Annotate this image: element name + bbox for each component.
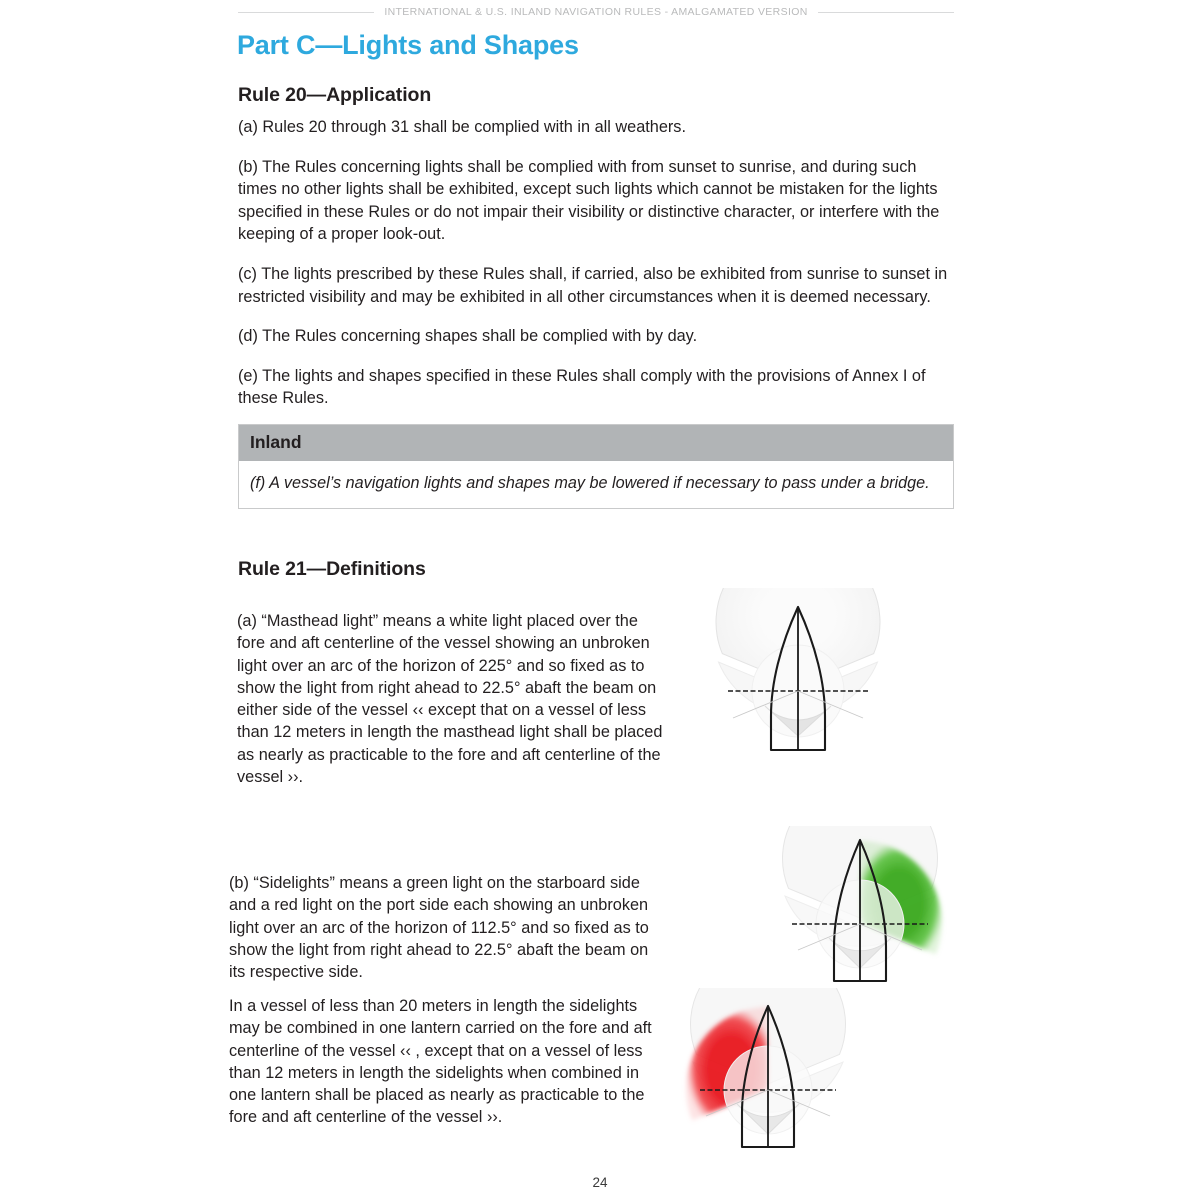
rule-20-heading: Rule 20—Application — [238, 84, 432, 106]
rule-21-paragraph-b-block — [229, 872, 661, 983]
rule-20-paragraph-c: (c) The lights prescribed by these Rules shall, if carried, also be exhibited from sunrise to sunset in restricted visibility and may be exhibited in all other circumstances when it is deemed necessary. — [238, 264, 948, 306]
page-number: 24 — [592, 1175, 608, 1190]
rule-20-paragraph-b: (b) The Rules concerning lights shall be complied with from sunset to sunrise, and during such times no other lights shall be exhibited, except such lights which cannot be mistaken for the lights specified in these Rules or do not impair their visibility or distinctive character, or interfere with the keeping of a proper look-out. — [238, 157, 940, 244]
figure-port-sidelight — [668, 988, 858, 1183]
figure-masthead-light — [703, 588, 893, 793]
rule-21-paragraph-b2: In a vessel of less than 20 meters in length the sidelights may be combined in one lantern carried on the fore and aft centerline of the vessel ‹‹ , except that on a vessel of less than 12 meters in length the sidelights when combined in one lantern shall be placed as nearly as practicable to the fore and aft centerline of the vessel ››. — [229, 997, 652, 1127]
page-running-header — [238, 0, 954, 24]
figure-starboard-sidelight — [772, 826, 952, 1011]
rule-20-paragraph-e: (e) The lights and shapes specified in these Rules shall comply with the provisions of Annex I of these Rules. — [238, 366, 926, 408]
rule-21-section — [238, 558, 426, 590]
inland-callout-label: Inland — [239, 425, 953, 461]
part-title: Part C—Lights and Shapes — [237, 30, 579, 60]
rule-21-paragraph-b2-block — [229, 995, 665, 1129]
inland-callout-box — [238, 424, 954, 509]
header-rule-right — [818, 12, 954, 13]
running-title: INTERNATIONAL & U.S. INLAND NAVIGATION RULES - AMALGAMATED VERSION — [384, 6, 808, 18]
rule-21-heading: Rule 21—Definitions — [238, 558, 426, 580]
rule-21-paragraph-a: (a) “Masthead light” means a white light placed over the fore and aft centerline of the vessel showing an unbroken light over an arc of the horizon of 225° and so fixed as to show the light from right ahead to 22.5° abaft the beam on either side of the vessel ‹‹ except that on a vessel of less than 12 meters in length the masthead light shall be placed as nearly as practicable to the fore and aft centerline of the vessel ››. — [237, 612, 663, 787]
rule-20-paragraph-a: (a) Rules 20 through 31 shall be complied with in all weathers. — [238, 118, 686, 136]
rule-21-paragraph-a-block — [237, 610, 669, 788]
header-rule-left — [238, 12, 374, 13]
rule-21-paragraph-b: (b) “Sidelights” means a green light on the starboard side and a red light on the port side each showing an unbroken light over an arc of the horizon of 112.5° and so fixed as to show the light from right ahead to 22.5° abaft the beam on its respective side. — [229, 874, 649, 982]
rule-20-paragraph-d: (d) The Rules concerning shapes shall be complied with by day. — [238, 327, 698, 346]
inland-callout-text: (f) A vessel’s navigation lights and shapes may be lowered if necessary to pass under a bridge. — [239, 461, 953, 508]
rule-20-section — [238, 84, 954, 410]
